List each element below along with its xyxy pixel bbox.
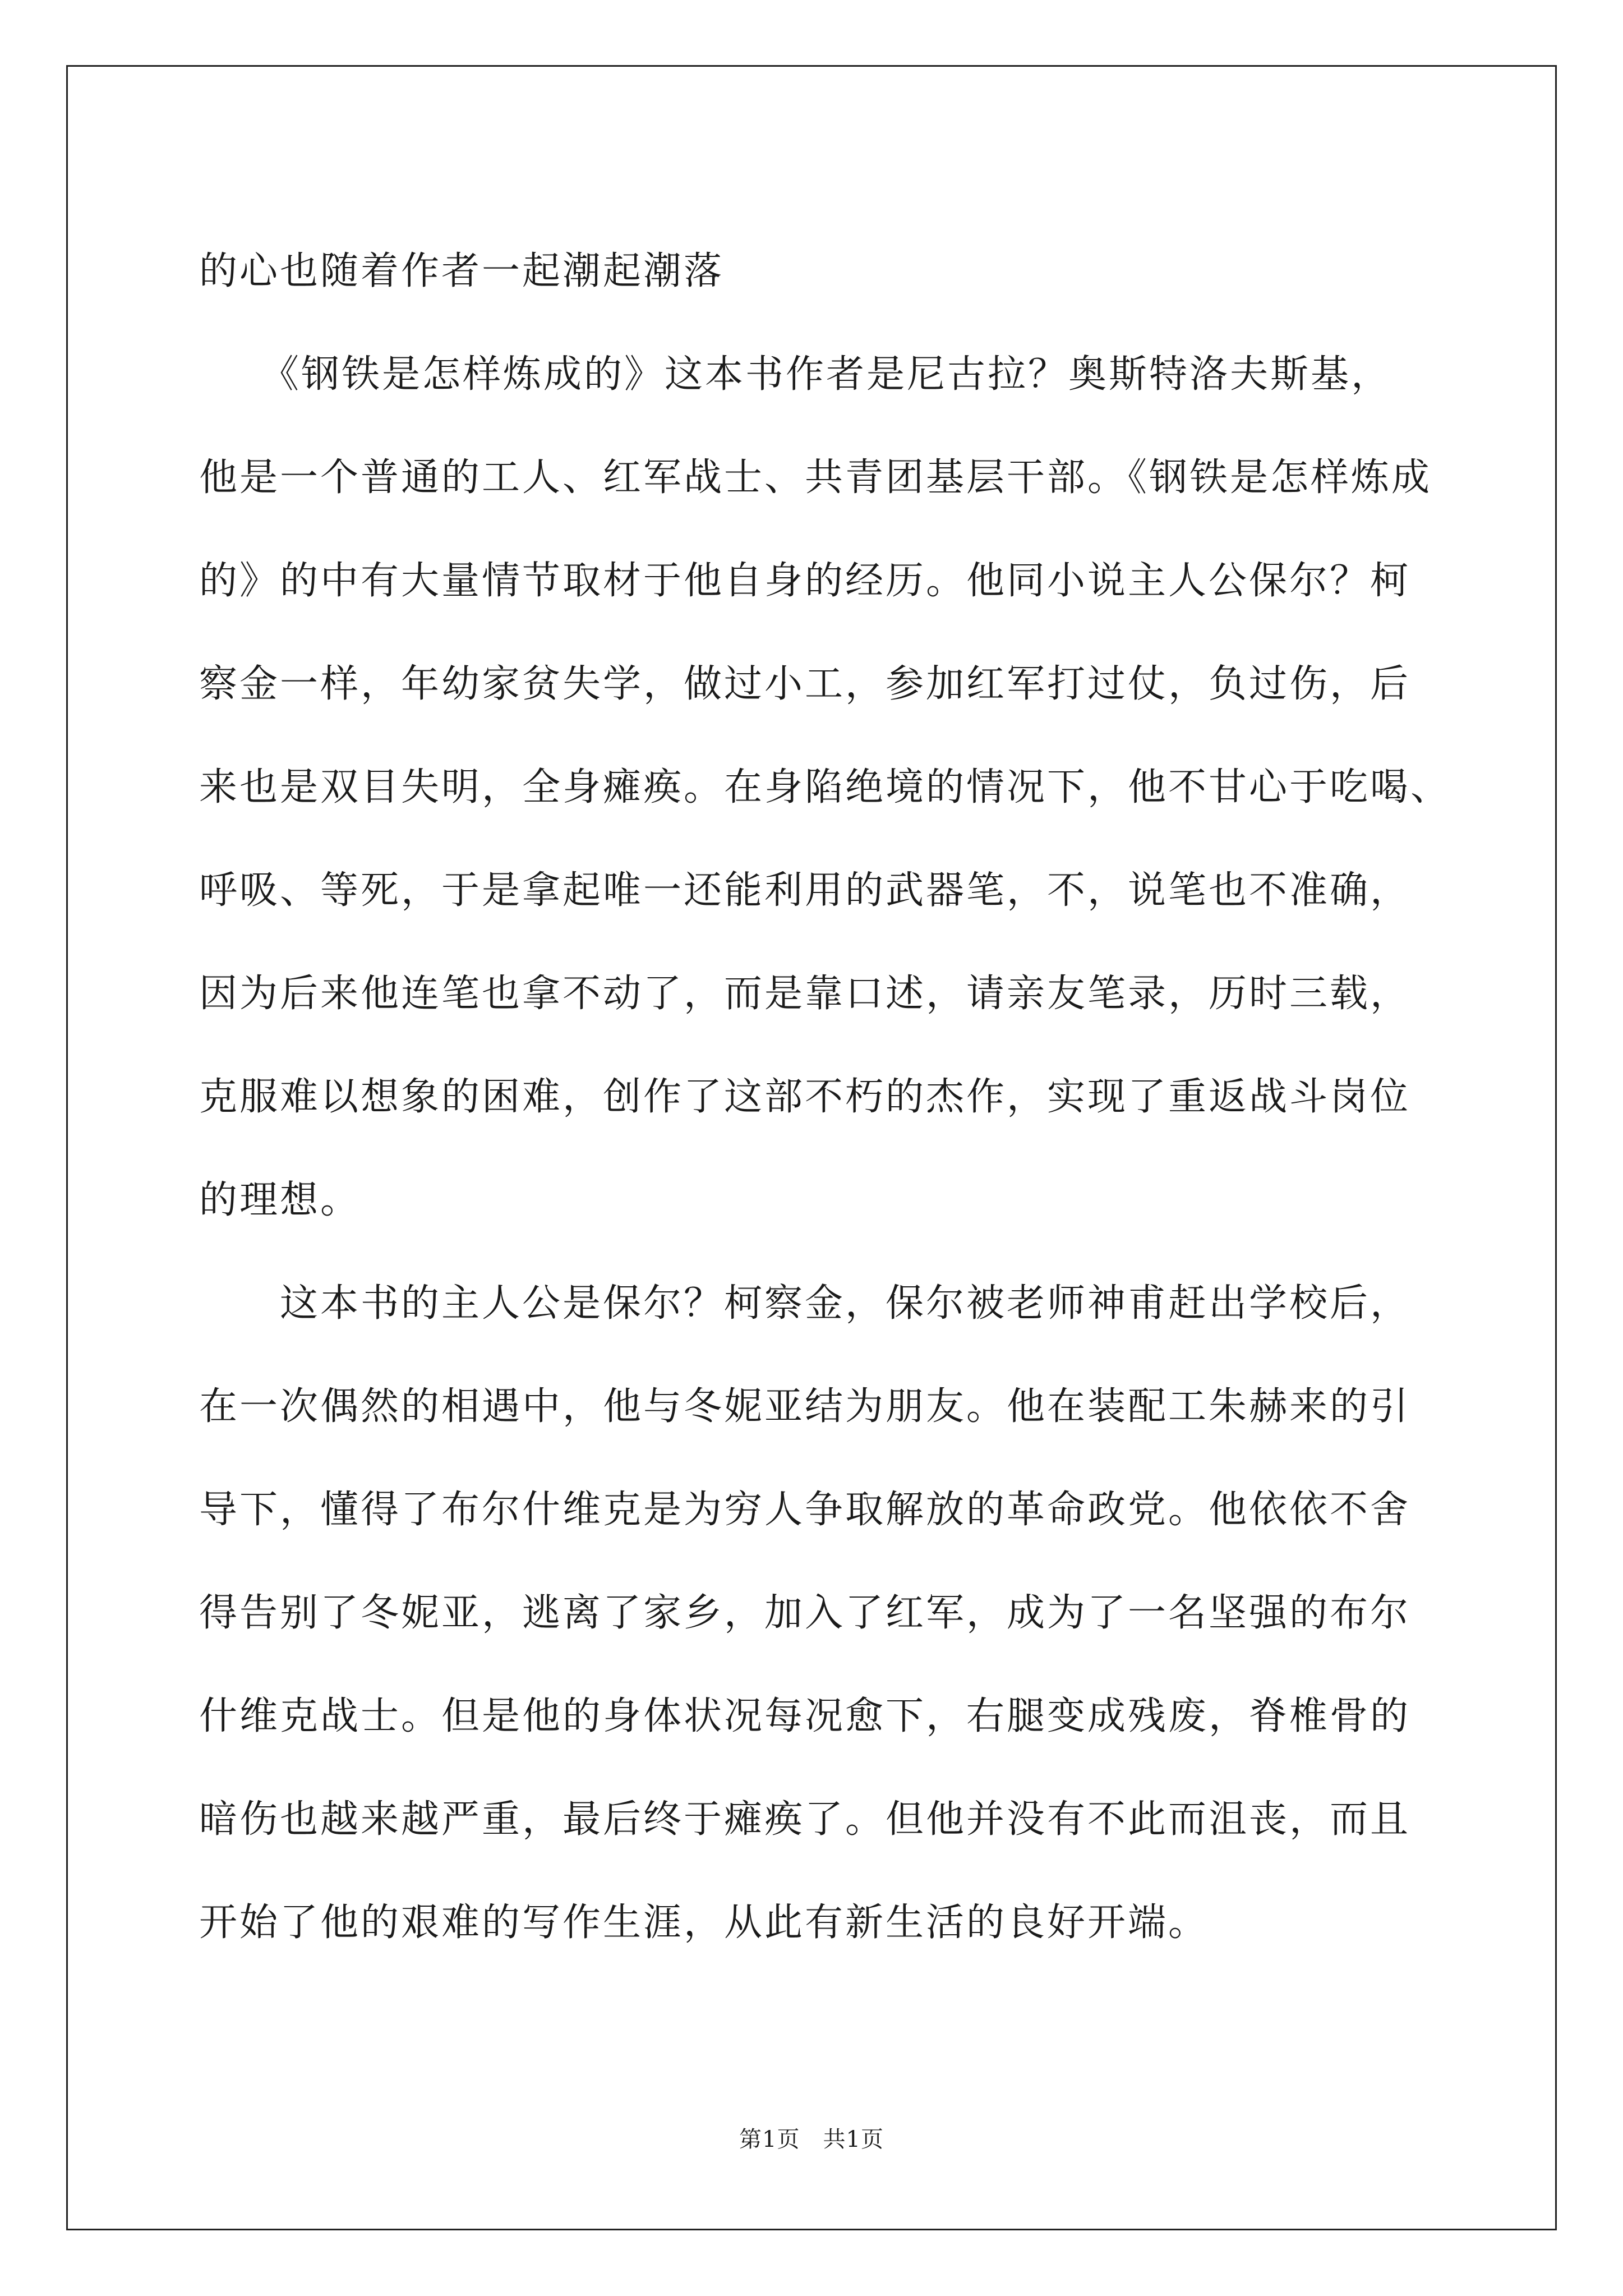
text-line: 呼吸、等死，于是拿起唯一还能利用的武器笔，不，说笔也不准确，: [199, 868, 1411, 913]
text-line: 得告别了冬妮亚，逃离了家乡，加入了红军，成为了一名坚强的布尔: [199, 1591, 1411, 1635]
text-line: 的》的中有大量情节取材于他自身的经历。他同小说主人公保尔？柯: [199, 559, 1411, 603]
text-line: 这本书的主人公是保尔？柯察金，保尔被老师神甫赶出学校后，: [199, 1281, 1411, 1326]
text-line: 察金一样，年幼家贫失学，做过小工，参加红军打过仗，负过伤，后: [199, 662, 1411, 706]
text-line: 什维克战士。但是他的身体状况每况愈下，右腿变成残废，脊椎骨的: [199, 1694, 1411, 1738]
text-line: 在一次偶然的相遇中，他与冬妮亚结为朋友。他在装配工朱赫来的引: [199, 1384, 1411, 1429]
text-line: 开始了他的艰难的写作生涯，从此有新生活的良好开端。: [199, 1901, 1209, 1945]
page-footer: 第1页 共1页: [739, 2127, 884, 2152]
text-line: 来也是双目失明，全身瘫痪。在身陷绝境的情况下，他不甘心于吃喝、: [199, 765, 1451, 809]
text-line: 他是一个普通的工人、红军战士、共青团基层干部。《钢铁是怎样炼成: [199, 455, 1432, 500]
text-line: 的理想。: [199, 1178, 361, 1222]
text-line: 暗伤也越来越严重，最后终于瘫痪了。但他并没有不此而沮丧，而且: [199, 1797, 1411, 1842]
text-line: 因为后来他连笔也拿不动了，而是靠口述，请亲友笔录，历时三载，: [199, 972, 1411, 1016]
document-body: [199, 220, 1450, 1975]
text-line: 导下，懂得了布尔什维克是为穷人争取解放的革命政党。他依依不舍: [199, 1488, 1411, 1532]
text-line: 《钢铁是怎样炼成的》这本书作者是尼古拉？奥斯特洛夫斯基，: [199, 352, 1392, 397]
text-line: 的心也随着作者一起潮起潮落: [199, 249, 725, 293]
text-line: 克服难以想象的困难，创作了这部不朽的杰作，实现了重返战斗岗位: [199, 1075, 1411, 1119]
